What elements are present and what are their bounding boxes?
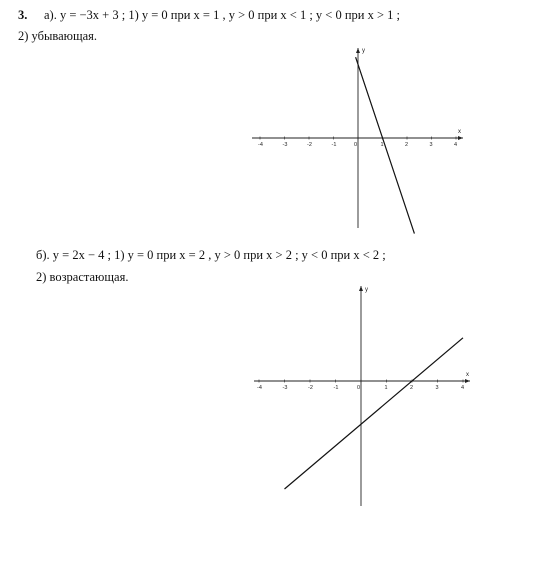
x-tick-label: -2: [307, 142, 312, 148]
x-axis-label: x: [458, 129, 461, 135]
x-tick-label: -2: [308, 385, 313, 391]
x-tick-label: -1: [331, 142, 337, 148]
x-tick-label: 4: [461, 385, 465, 391]
part-a-line-1: а). y = −3x + 3 ; 1) y = 0 при x = 1 , y > 0 при x < 1 ; y < 0 при x > 1 ;: [44, 8, 400, 22]
y-axis-arrow-icon: [359, 286, 363, 291]
x-tick-label: 2: [410, 385, 414, 391]
x-axis-arrow-icon: [465, 379, 470, 383]
x-tick-label: 0: [357, 385, 361, 391]
x-tick-label: -1: [333, 385, 339, 391]
part-b-line-1: б). y = 2x − 4 ; 1) y = 0 при x = 2 , y > 0 при x > 2 ; y < 0 при x < 2 ;: [36, 248, 386, 262]
x-tick-label: 4: [454, 142, 458, 148]
part-b-line-2: 2) возрастающая.: [36, 270, 129, 284]
y-axis-arrow-icon: [356, 48, 360, 53]
x-tick-label: -3: [282, 385, 288, 391]
graph-a: [252, 48, 463, 234]
x-axis-arrow-icon: [458, 136, 463, 140]
x-tick-label: -4: [257, 385, 262, 391]
part-a-line-2: 2) убывающая.: [18, 29, 98, 43]
x-tick-label: -4: [258, 142, 263, 148]
x-tick-label: 2: [405, 142, 409, 148]
x-axis-label: x: [466, 372, 469, 378]
y-axis-label: y: [365, 287, 368, 293]
x-tick-label: 1: [384, 385, 388, 391]
x-tick-label: 3: [435, 385, 439, 391]
problem-number: 3.: [18, 8, 28, 22]
x-tick-label: 3: [429, 142, 433, 148]
x-tick-label: 1: [380, 142, 384, 148]
y-axis-label: y: [362, 48, 365, 54]
function-line: [282, 338, 464, 489]
x-tick-label: -3: [282, 142, 288, 148]
graph-b: [254, 286, 470, 506]
x-tick-label: 0: [354, 142, 358, 148]
